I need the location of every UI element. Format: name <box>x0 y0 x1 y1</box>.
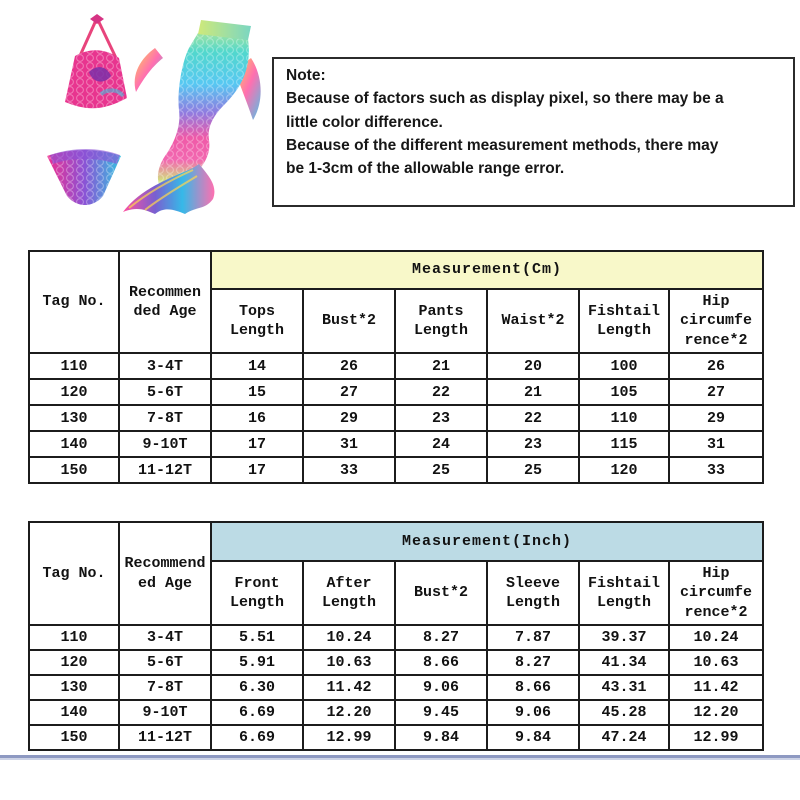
table-cell: 110 <box>29 353 119 379</box>
table-cell: 27 <box>669 379 763 405</box>
column-header-bust: Bust*2 <box>395 561 487 625</box>
table-row <box>29 405 763 431</box>
table-cell: 8.27 <box>395 625 487 650</box>
table-cell: 140 <box>29 431 119 457</box>
note-title: Note: <box>286 67 326 84</box>
table-cell: 33 <box>303 457 395 483</box>
measurement-table-inch <box>28 521 764 751</box>
table-cell: 10.24 <box>669 625 763 650</box>
table-row <box>29 725 763 750</box>
note-paragraph-color: Because of factors such as display pixel, so there may be a little color difference. <box>286 90 724 131</box>
table-cell: 5-6T <box>119 379 211 405</box>
table-cell: 6.30 <box>211 675 303 700</box>
table-cell: 11-12T <box>119 457 211 483</box>
table-cell: 3-4T <box>119 353 211 379</box>
column-header-hip-circumference: Hip circumfe rence*2 <box>669 561 763 625</box>
table-row <box>29 379 763 405</box>
table-cell: 27 <box>303 379 395 405</box>
table-cell: 10.24 <box>303 625 395 650</box>
table-row <box>29 353 763 379</box>
table-cell: 5-6T <box>119 650 211 675</box>
table-row <box>29 650 763 675</box>
table-cell: 120 <box>29 379 119 405</box>
table-cell: 26 <box>303 353 395 379</box>
table-cell: 6.69 <box>211 725 303 750</box>
table-cell: 21 <box>487 379 579 405</box>
table-cell: 22 <box>487 405 579 431</box>
table-cell: 7-8T <box>119 405 211 431</box>
table-cell: 9.45 <box>395 700 487 725</box>
table-cell: 45.28 <box>579 700 669 725</box>
table-title-inch: Measurement(Inch) <box>211 522 763 561</box>
table-cell: 100 <box>579 353 669 379</box>
table-cell: 39.37 <box>579 625 669 650</box>
column-header-tag-no: Tag No. <box>29 251 119 353</box>
column-header-recommended-age: Recommen ded Age <box>119 251 211 353</box>
table-cell: 9.06 <box>487 700 579 725</box>
table-cell: 31 <box>669 431 763 457</box>
table-cell: 43.31 <box>579 675 669 700</box>
table-cell: 21 <box>395 353 487 379</box>
mermaid-tail-illustration <box>123 20 261 214</box>
table-cell: 120 <box>579 457 669 483</box>
table-cell: 9-10T <box>119 700 211 725</box>
product-image-mermaid-swimsuit-set <box>5 6 270 220</box>
table-cell: 7.87 <box>487 625 579 650</box>
table-cell: 24 <box>395 431 487 457</box>
table-cell: 16 <box>211 405 303 431</box>
table-row <box>29 675 763 700</box>
table-cell: 14 <box>211 353 303 379</box>
column-header-bust: Bust*2 <box>303 289 395 353</box>
table-cell: 11.42 <box>669 675 763 700</box>
table-row <box>29 457 763 483</box>
table-cell: 20 <box>487 353 579 379</box>
note-box <box>272 57 795 207</box>
table-cell: 9.84 <box>395 725 487 750</box>
measurement-table-cm <box>28 250 764 484</box>
table-cell: 120 <box>29 650 119 675</box>
table-cell: 115 <box>579 431 669 457</box>
table-cell: 15 <box>211 379 303 405</box>
column-header-front-length: Front Length <box>211 561 303 625</box>
table-cell: 33 <box>669 457 763 483</box>
table-row <box>29 700 763 725</box>
table-cell: 23 <box>487 431 579 457</box>
table-cell: 11.42 <box>303 675 395 700</box>
table-title-cm: Measurement(Cm) <box>211 251 763 289</box>
column-header-recommended-age: Recommend ed Age <box>119 522 211 625</box>
table-cell: 9.84 <box>487 725 579 750</box>
table-cell: 8.66 <box>487 675 579 700</box>
table-cell: 8.66 <box>395 650 487 675</box>
table-cell: 3-4T <box>119 625 211 650</box>
bikini-bottom-illustration <box>47 149 121 205</box>
table-cell: 26 <box>669 353 763 379</box>
table-cell: 110 <box>29 625 119 650</box>
table-header-row <box>29 522 763 561</box>
table-header-row <box>29 251 763 289</box>
bikini-top-illustration <box>65 14 127 108</box>
table-cell: 105 <box>579 379 669 405</box>
column-header-tag-no: Tag No. <box>29 522 119 625</box>
column-header-sleeve-length: Sleeve Length <box>487 561 579 625</box>
bottom-divider-line <box>0 755 800 760</box>
table-cell: 12.99 <box>669 725 763 750</box>
table-cell: 29 <box>303 405 395 431</box>
column-header-hip-circumference: Hip circumfe rence*2 <box>669 289 763 353</box>
table-cell: 130 <box>29 405 119 431</box>
table-cell: 9.06 <box>395 675 487 700</box>
table-cell: 17 <box>211 431 303 457</box>
table-cell: 25 <box>487 457 579 483</box>
table-cell: 5.51 <box>211 625 303 650</box>
table-cell: 10.63 <box>303 650 395 675</box>
table-row <box>29 625 763 650</box>
table-cell: 11-12T <box>119 725 211 750</box>
table-cell: 47.24 <box>579 725 669 750</box>
table-cell: 17 <box>211 457 303 483</box>
column-header-pants-length: Pants Length <box>395 289 487 353</box>
table-cell: 22 <box>395 379 487 405</box>
column-header-after-length: After Length <box>303 561 395 625</box>
table-cell: 7-8T <box>119 675 211 700</box>
table-cell: 150 <box>29 725 119 750</box>
table-cell: 130 <box>29 675 119 700</box>
table-cell: 5.91 <box>211 650 303 675</box>
column-header-fishtail-length: Fishtail Length <box>579 289 669 353</box>
table-cell: 12.20 <box>669 700 763 725</box>
table-cell: 10.63 <box>669 650 763 675</box>
table-cell: 41.34 <box>579 650 669 675</box>
table-cell: 31 <box>303 431 395 457</box>
table-cell: 12.20 <box>303 700 395 725</box>
table-cell: 110 <box>579 405 669 431</box>
table-cell: 29 <box>669 405 763 431</box>
note-paragraph-measurement: Because of the different measurement methods, there may be 1-3cm of the allowable range error. <box>286 136 719 177</box>
table-cell: 140 <box>29 700 119 725</box>
table-cell: 6.69 <box>211 700 303 725</box>
table-row <box>29 431 763 457</box>
table-cell: 25 <box>395 457 487 483</box>
table-cell: 150 <box>29 457 119 483</box>
column-header-waist: Waist*2 <box>487 289 579 353</box>
table-cell: 8.27 <box>487 650 579 675</box>
column-header-tops-length: Tops Length <box>211 289 303 353</box>
table-cell: 23 <box>395 405 487 431</box>
table-cell: 12.99 <box>303 725 395 750</box>
table-cell: 9-10T <box>119 431 211 457</box>
column-header-fishtail-length: Fishtail Length <box>579 561 669 625</box>
